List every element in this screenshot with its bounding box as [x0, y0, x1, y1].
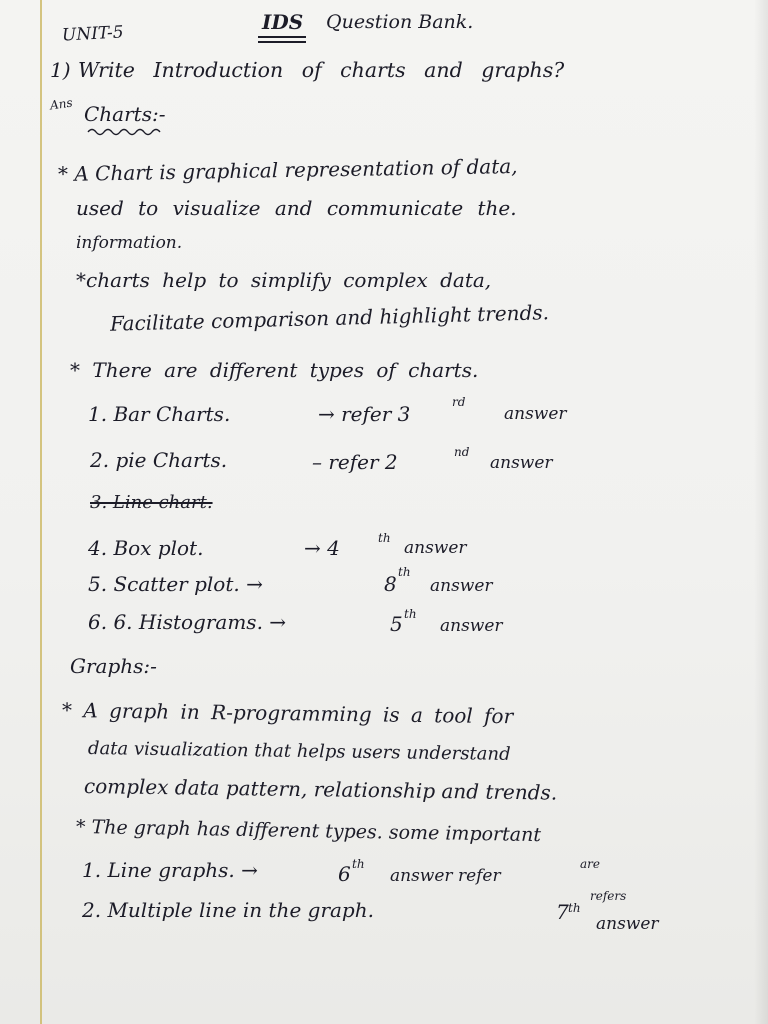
subject-underline: [258, 36, 306, 38]
charts-p1-line3: information.: [76, 233, 183, 253]
graphs-list-1-sup: th: [352, 857, 365, 871]
graphs-list-2-sup: th: [568, 901, 581, 915]
graphs-list-1: 1. Line graphs. →: [82, 858, 258, 882]
charts-p2-line1: *charts help to simplify complex data,: [76, 268, 492, 292]
graphs-list-2-tail: answer: [596, 914, 659, 934]
chart-type-ref: 5: [390, 612, 403, 636]
chart-type-sup: nd: [454, 445, 470, 459]
chart-type-tail: answer: [404, 538, 467, 558]
chart-type-sup: th: [398, 565, 411, 579]
graphs-list-1-tail: answer refer: [390, 866, 501, 886]
graphs-p1-line1: * A graph in R-programming is a tool for: [61, 698, 514, 729]
chart-type-label-struck: 3. Line chart.: [90, 492, 213, 513]
subject-underline-2: [258, 41, 306, 43]
graphs-list-2-ref: 7: [556, 900, 569, 924]
charts-p1-line1: * A Chart is graphical representation of data,: [57, 153, 518, 187]
charts-heading: Charts:-: [84, 102, 166, 126]
subject-label: IDS: [262, 10, 304, 34]
chart-type-label: 6. 6. Histograms. →: [88, 610, 287, 634]
chart-type-sup: th: [378, 531, 391, 545]
chart-type-tail: answer: [504, 404, 567, 424]
graphs-p1-line3: complex data pattern, relationship and trends.: [83, 774, 558, 805]
graphs-list-2-note: refers: [590, 889, 627, 903]
graphs-p2-line1: * The graph has different types. some important: [75, 816, 542, 847]
chart-type-tail: answer: [490, 453, 553, 473]
chart-types-intro: * There are different types of charts.: [70, 358, 479, 382]
chart-type-ref: → refer 3: [318, 402, 411, 426]
chart-type-sup: th: [404, 607, 417, 621]
question-number: 1): [50, 58, 71, 82]
answer-marker: Ans: [49, 95, 74, 113]
chart-type-label: 2. pie Charts.: [90, 448, 228, 472]
chart-type-sup: rd: [452, 395, 466, 409]
chart-type-label: 1. Bar Charts.: [88, 402, 231, 426]
chart-type-label: 5. Scatter plot. →: [88, 572, 263, 596]
graphs-list-2: 2. Multiple line in the graph.: [82, 898, 374, 922]
graphs-p1-line2: data visualization that helps users understand: [87, 738, 511, 765]
question-text: Write Introduction of charts and graphs?: [78, 58, 565, 82]
unit-label: UNIT-5: [61, 22, 125, 46]
chart-type-ref: 8: [384, 572, 397, 596]
heading-squiggle: [86, 126, 166, 136]
graphs-list-1-ref: 6: [338, 862, 351, 886]
chart-type-ref: → 4: [304, 536, 340, 560]
chart-type-tail: answer: [430, 576, 493, 596]
margin-line: [40, 0, 42, 1024]
chart-type-label: 4. Box plot.: [88, 536, 204, 560]
charts-p2-line2: Facilitate comparison and highlight trends.: [109, 300, 550, 336]
graphs-p2-note: are: [580, 857, 600, 871]
chart-type-tail: answer: [440, 616, 503, 636]
page-edge-shadow: [754, 0, 768, 1024]
page-title: Question Bank.: [326, 11, 474, 33]
chart-type-ref: – refer 2: [312, 450, 398, 474]
graphs-heading: Graphs:-: [70, 654, 157, 678]
charts-p1-line2: used to visualize and communicate the.: [76, 196, 517, 220]
